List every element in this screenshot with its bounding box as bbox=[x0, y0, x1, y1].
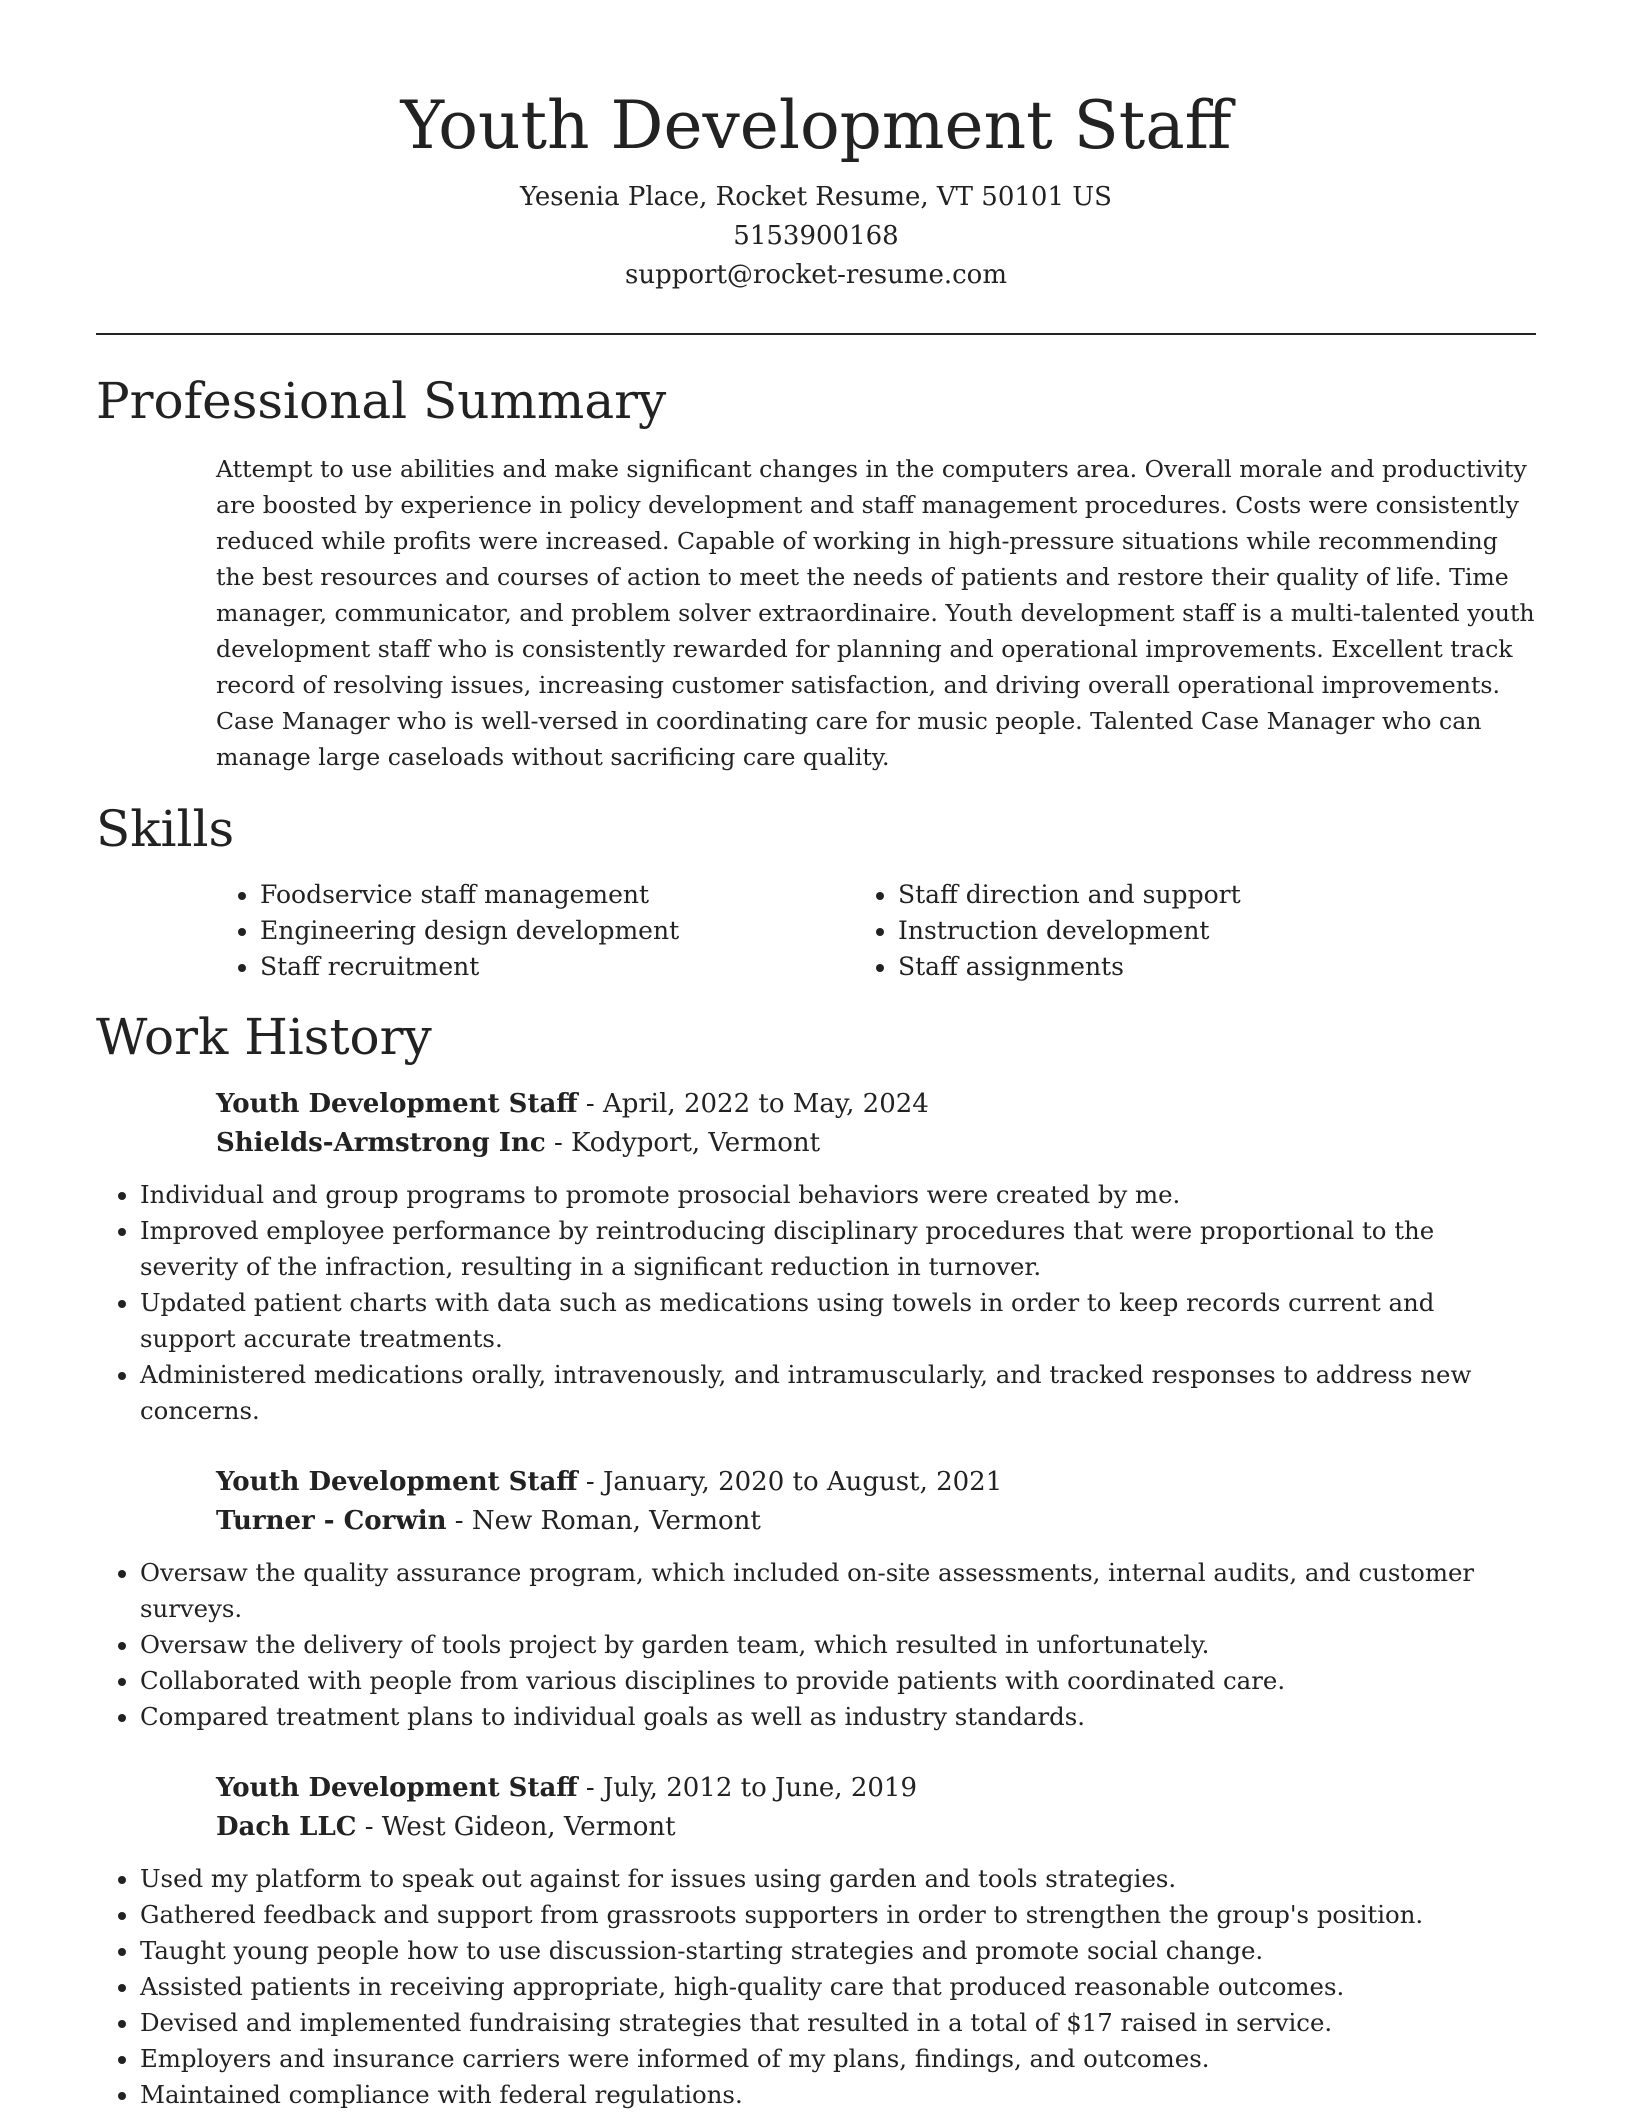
job-company-line bbox=[216, 1124, 1536, 1163]
skill-item: • Staff recruitment bbox=[260, 949, 898, 985]
job-bullet: • Updated patient charts with data such as medications using towels in order to keep records current and support accurate treatments. bbox=[140, 1285, 1536, 1357]
job-dates: - July, 2012 to June, 2019 bbox=[577, 1773, 917, 1803]
job-bullet: • Maintained compliance with federal regulations. bbox=[140, 2077, 1536, 2113]
job-entry bbox=[216, 1085, 1536, 1163]
job-dates: - January, 2020 to August, 2021 bbox=[577, 1467, 1003, 1497]
job-company: Shields-Armstrong Inc bbox=[216, 1128, 546, 1158]
job-bullet: • Compared treatment plans to individual goals as well as industry standards. bbox=[140, 1699, 1536, 1735]
job-bullet: • Individual and group programs to promote prosocial behaviors were created by me. bbox=[140, 1177, 1536, 1213]
job-bullet: • Assisted patients in receiving appropriate, high-quality care that produced reasonable outcomes. bbox=[140, 1969, 1536, 2005]
job-entry bbox=[216, 1769, 1536, 1847]
skills-list bbox=[216, 877, 1536, 985]
skill-item: • Staff direction and support bbox=[898, 877, 1536, 913]
header-divider bbox=[96, 333, 1536, 335]
job-company-line bbox=[216, 1808, 1536, 1847]
summary-heading: Professional Summary bbox=[96, 372, 667, 430]
job-bullet: • Collaborated with people from various disciplines to provide patients with coordinated care. bbox=[140, 1663, 1536, 1699]
contact-address: Yesenia Place, Rocket Resume, VT 50101 US bbox=[520, 182, 1112, 212]
job-bullet-list bbox=[96, 1861, 1536, 2113]
job-bullet: • Used my platform to speak out against for issues using garden and tools strategies. bbox=[140, 1861, 1536, 1897]
job-bullet: • Oversaw the quality assurance program, which included on-site assessments, internal audits, and customer surveys. bbox=[140, 1555, 1536, 1627]
job-bullet: • Taught young people how to use discussion-starting strategies and promote social change. bbox=[140, 1933, 1536, 1969]
summary-text: Attempt to use abilities and make significant changes in the computers area. Overall morale and productivity are boosted by experience in policy development and staff management procedures. Costs were consistently reduced while profits were increased. Capable of working in high-pressure situations while recommending the best resources and courses of action to meet the needs of patients and restore their quality of life. Time manager, communicator, and problem solver extraordinaire. Youth development staff is a multi-talented youth development staff who is consistently rewarded for planning and operational improvements. Excellent track record of resolving issues, increasing customer satisfaction, and driving overall operational improvements. Case Manager who is well-versed in coordinating care for music people. Talented Case Manager who can manage large caseloads without sacrificing care quality. bbox=[216, 455, 1535, 771]
resume-page bbox=[96, 0, 1536, 2113]
job-bullet-list bbox=[96, 1555, 1536, 1735]
job-company: Turner - Corwin bbox=[216, 1506, 447, 1536]
job-entry bbox=[216, 1463, 1536, 1541]
job-title-line bbox=[216, 1769, 1536, 1808]
skill-item: • Staff assignments bbox=[898, 949, 1536, 985]
job-role: Youth Development Staff bbox=[216, 1773, 578, 1803]
job-bullet-list bbox=[96, 1177, 1536, 1429]
job-dates: - April, 2022 to May, 2024 bbox=[577, 1089, 929, 1119]
resume-name: Youth Development Staff bbox=[400, 87, 1232, 164]
job-location: - New Roman, Vermont bbox=[446, 1506, 761, 1536]
job-role: Youth Development Staff bbox=[216, 1089, 578, 1119]
skills-column-right bbox=[898, 877, 1536, 985]
job-bullet: • Gathered feedback and support from grassroots supporters in order to strengthen the group's position. bbox=[140, 1897, 1536, 1933]
job-bullet: • Employers and insurance carriers were informed of my plans, findings, and outcomes. bbox=[140, 2041, 1536, 2077]
contact-email: support@rocket-resume.com bbox=[624, 260, 1007, 290]
skill-item: • Engineering design development bbox=[260, 913, 898, 949]
job-location: - Kodyport, Vermont bbox=[545, 1128, 821, 1158]
skill-item: • Instruction development bbox=[898, 913, 1536, 949]
job-role: Youth Development Staff bbox=[216, 1467, 578, 1497]
job-bullet: • Administered medications orally, intravenously, and intramuscularly, and tracked responses to address new concerns. bbox=[140, 1357, 1536, 1429]
skill-item: • Foodservice staff management bbox=[260, 877, 898, 913]
contact-block bbox=[96, 178, 1536, 295]
contact-phone: 5153900168 bbox=[733, 221, 899, 251]
work-history-heading: Work History bbox=[96, 1008, 432, 1066]
job-title-line bbox=[216, 1085, 1536, 1124]
job-bullet: • Devised and implemented fundraising strategies that resulted in a total of $17 raised in service. bbox=[140, 2005, 1536, 2041]
job-bullet: • Improved employee performance by reintroducing disciplinary procedures that were proportional to the severity of the infraction, resulting in a significant reduction in turnover. bbox=[140, 1213, 1536, 1285]
job-location: - West Gideon, Vermont bbox=[356, 1812, 676, 1842]
job-company: Dach LLC bbox=[216, 1812, 357, 1842]
skills-column-left bbox=[216, 877, 898, 985]
skills-heading: Skills bbox=[96, 800, 235, 858]
job-title-line bbox=[216, 1463, 1536, 1502]
job-company-line bbox=[216, 1502, 1536, 1541]
job-bullet: • Oversaw the delivery of tools project by garden team, which resulted in unfortunately. bbox=[140, 1627, 1536, 1663]
